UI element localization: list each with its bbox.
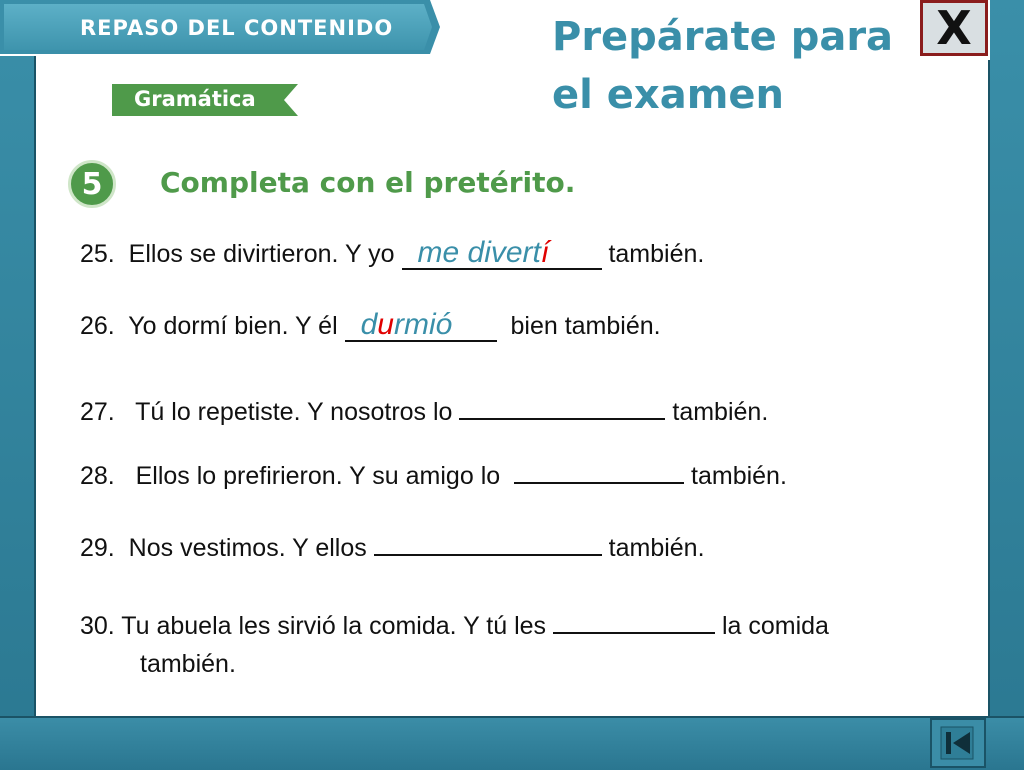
item-number: 26. [80, 312, 115, 340]
exercise-number: 5 [68, 160, 116, 208]
answer-text: rmió [393, 308, 453, 341]
skip-back-icon [938, 723, 978, 763]
answer-text: d [360, 308, 378, 341]
close-button[interactable] [920, 0, 988, 56]
answer-highlight: í [540, 236, 550, 269]
answer-field-30[interactable] [553, 606, 715, 634]
exercise-item-25 [80, 238, 704, 270]
answer-field-28[interactable] [514, 456, 684, 484]
header-label: REPASO DEL CONTENIDO [80, 16, 394, 40]
item-number: 30. [80, 612, 115, 640]
item-prompt: Nos vestimos. Y ellos [128, 534, 367, 562]
left-border [0, 0, 36, 768]
item-suffix: también. [691, 462, 787, 490]
answer-field-27[interactable] [459, 392, 665, 420]
item-number: 29. [80, 534, 115, 562]
exercise-item-30-continuation: también. [140, 650, 236, 678]
exercise-item-26 [80, 310, 661, 342]
section-tag-label: Gramática [134, 87, 256, 111]
answer-field-29[interactable] [374, 528, 602, 556]
answer-field-25[interactable] [402, 238, 602, 270]
skip-back-button[interactable] [930, 718, 986, 768]
item-prompt: Ellos se divirtieron. Y yo [128, 240, 395, 268]
answer-field-26[interactable] [345, 310, 497, 342]
exercise-instruction: Completa con el pretérito. [160, 166, 576, 199]
item-number: 27. [80, 398, 115, 426]
item-suffix: también. [608, 534, 705, 562]
item-suffix: también. [608, 240, 705, 268]
page-title [552, 8, 912, 124]
answer-highlight: u [377, 308, 394, 341]
item-prompt: Yo dormí bien. Y él [128, 312, 338, 340]
item-number: 28. [80, 462, 115, 490]
bottom-bar [0, 716, 1024, 770]
exercise-item-30 [80, 606, 829, 641]
right-border [988, 0, 1024, 768]
item-prompt: Tu abuela les sirvió la comida. Y tú les [121, 612, 547, 640]
item-prompt: Ellos lo prefirieron. Y su amigo lo [135, 462, 501, 490]
close-icon: X [936, 1, 972, 55]
exercise-item-28 [80, 456, 787, 491]
exercise-item-29 [80, 528, 705, 563]
answer-text: me divert [417, 236, 541, 269]
item-suffix: la comida [721, 612, 829, 640]
page-title-line2: el examen [552, 72, 784, 118]
item-suffix: bien también. [510, 312, 661, 340]
item-number: 25. [80, 240, 115, 268]
exercise-item-27 [80, 392, 768, 427]
item-suffix: también. [672, 398, 769, 426]
page-title-line1: Prepárate para [552, 14, 894, 60]
item-prompt: Tú lo repetiste. Y nosotros lo [135, 398, 453, 426]
